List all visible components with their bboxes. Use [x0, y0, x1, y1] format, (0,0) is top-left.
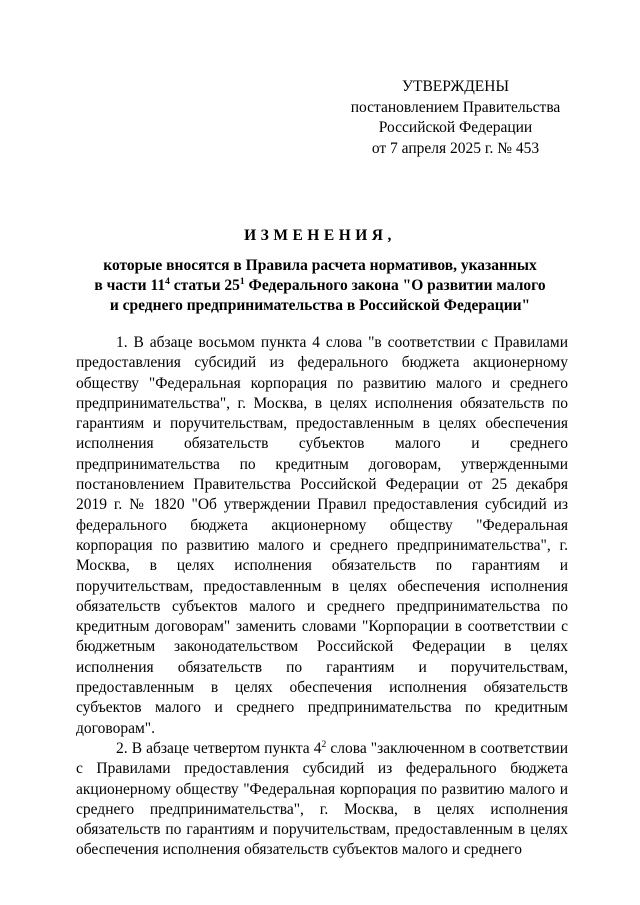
- document-heading: [70, 226, 570, 316]
- subtitle-text: Федерального закона "О развитии малого: [244, 277, 546, 294]
- paragraph-text: слова "заключенном в соответствии с Правилами предоставления субсидий из федерального бюджета акционерному обществу "Федеральная корпорация по развитию малого и среднего предпринимательства", г. Москва, в целях исполнения обязательств по гарантиям и поручительствам, предоставленным в целях обеспечения исполнения обязательств субъектов малого и среднего: [76, 739, 568, 859]
- paragraph-1: 1. В абзаце восьмом пункта 4 слова "в соответствии с Правилами предоставления субсидий из федерального бюджета акционерному обществу "Федеральная корпорация по развитию малого и среднего предпринимательства", г. Москва, в целях исполнения обязательств по гарантиям и поручительствам, предоставленным в целях обеспечения исполнения обязательств субъектов малого и среднего предпринимательства по кредитным договорам, утвержденными постановлением Правительства Российской Федерации от 25 декабря 2019 г. № 1820 "Об утверждении Правил предоставления субсидий из федерального бюджета акционерному обществу "Федеральная корпорация по развитию малого и среднего предпринимательства", г. Москва, в целях исполнения обязательств по гарантиям и поручительствам, предоставленным в целях обеспечения исполнения обязательств субъектов малого и среднего предпринимательства по кредитным договорам" заменить словами "Корпорации в соответствии с бюджетным законодательством Российской Федерации в целях исполнения обязательств по гарантиям и поручительствам, предоставленным в целях обеспечения исполнения обязательств субъектов малого и среднего предпринимательства по кредитным договорам".: [76, 334, 568, 737]
- superscript: 2: [321, 739, 327, 750]
- subtitle-line: [70, 276, 570, 296]
- approval-date: от 7 апреля 2025 г. № 453: [371, 139, 540, 157]
- approval-line: Российской Федерации: [378, 119, 533, 136]
- subtitle-text: в части 11: [94, 277, 166, 294]
- paragraph-2: [76, 739, 568, 861]
- superscript: 4: [165, 277, 170, 287]
- document-subtitle: [70, 256, 570, 316]
- subtitle-text: статьи 25: [169, 277, 240, 294]
- approval-heading: УТВЕРЖДЕНЫ: [402, 78, 509, 95]
- approval-stamp: [348, 77, 563, 159]
- subtitle-line: которые вносятся в Правила расчета нормативов, указанных: [103, 257, 537, 274]
- document-title: ИЗМЕНЕНИЯ,: [244, 227, 396, 244]
- approval-line: постановлением Правительства: [350, 98, 561, 116]
- superscript: 1: [239, 277, 245, 287]
- document-body: [76, 333, 568, 861]
- subtitle-line: и среднего предпринимательства в Российской Федерации": [109, 297, 531, 314]
- paragraph-text: 2. В абзаце четвертом пункта 4: [116, 739, 322, 757]
